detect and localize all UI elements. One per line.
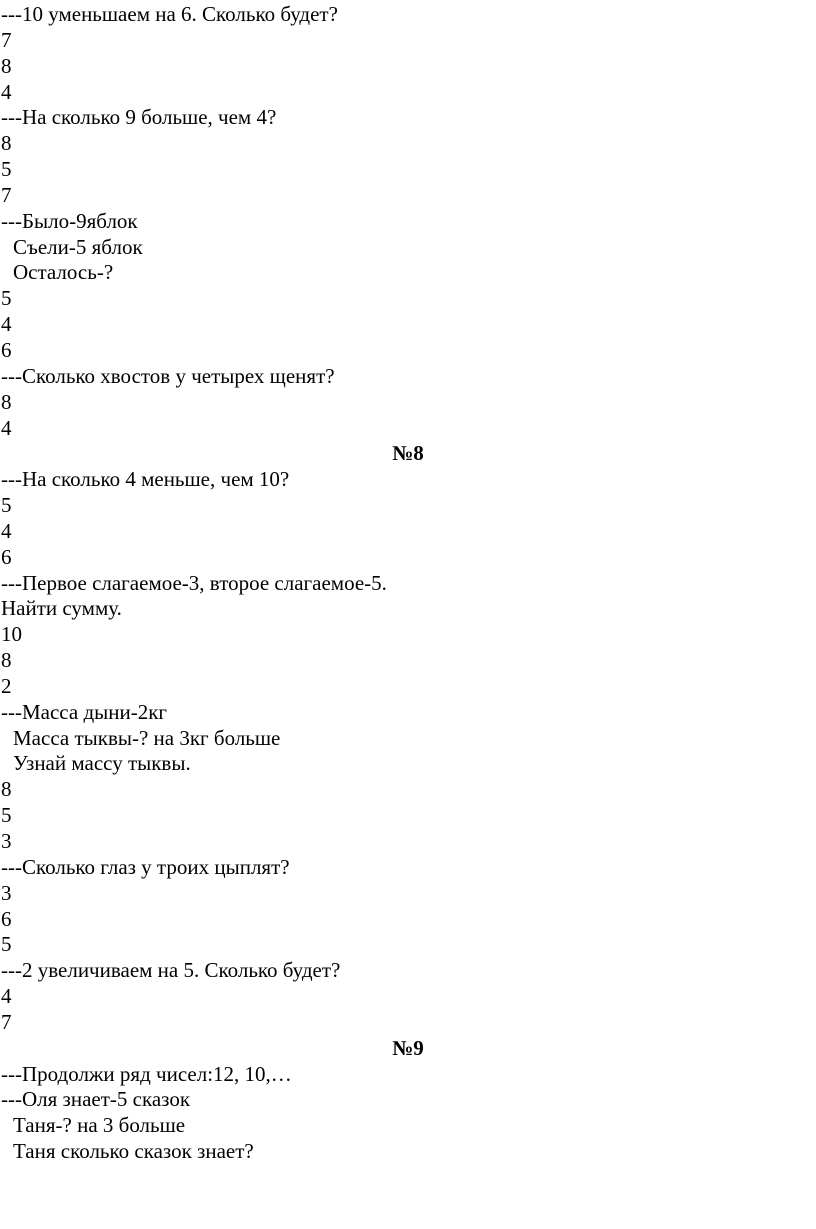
question-text: ---Сколько глаз у троих цыплят? bbox=[1, 854, 290, 879]
question-text: ---Масса дыни-2кг bbox=[1, 699, 168, 724]
section-heading: №9 bbox=[392, 1035, 424, 1060]
answer-option: 7 bbox=[1, 1009, 12, 1034]
answer-option: 8 bbox=[1, 53, 12, 78]
answer-option: 8 bbox=[1, 777, 12, 802]
answer-option: 5 bbox=[1, 803, 12, 828]
section-heading: №8 bbox=[392, 441, 424, 466]
question-text: ---Продолжи ряд чисел:12, 10,… bbox=[1, 1061, 292, 1086]
answer-option: 6 bbox=[1, 544, 12, 569]
question-text: ---Сколько хвостов у четырех щенят? bbox=[1, 363, 335, 388]
answer-option: 3 bbox=[1, 880, 12, 905]
answer-option: 4 bbox=[1, 79, 12, 104]
answer-option: 6 bbox=[1, 906, 12, 931]
answer-option: 10 bbox=[1, 622, 22, 647]
answer-option: 7 bbox=[1, 27, 12, 52]
answer-option: 6 bbox=[1, 337, 12, 362]
question-text: ---На сколько 9 больше, чем 4? bbox=[1, 105, 277, 130]
question-text: ---10 уменьшаем на 6. Сколько будет? bbox=[1, 2, 338, 26]
question-text: ---На сколько 4 меньше, чем 10? bbox=[1, 467, 290, 492]
answer-option: 3 bbox=[1, 829, 12, 853]
question-continuation: Масса тыквы-? на 3кг больше bbox=[13, 725, 281, 750]
answer-option: 4 bbox=[1, 415, 12, 440]
answer-option: 5 bbox=[1, 286, 12, 311]
answer-option: 4 bbox=[1, 984, 12, 1009]
question-continuation: Съели-5 яблок bbox=[13, 234, 143, 259]
question-continuation: Таня-? на 3 больше bbox=[13, 1113, 186, 1138]
question-continuation: Таня сколько сказок знает? bbox=[13, 1139, 254, 1164]
answer-option: 5 bbox=[1, 493, 12, 518]
question-continuation: Узнай массу тыквы. bbox=[13, 751, 191, 776]
question-text: ---Первое слагаемое-3, второе слагаемое-5. bbox=[1, 570, 387, 595]
answer-option: 8 bbox=[1, 131, 12, 156]
answer-option: 4 bbox=[1, 312, 12, 337]
answer-option: 8 bbox=[1, 648, 12, 673]
answer-option: 2 bbox=[1, 673, 12, 698]
question-text: ---Было-9яблок bbox=[1, 208, 138, 233]
answer-option: 5 bbox=[1, 932, 12, 957]
question-text: ---2 увеличиваем на 5. Сколько будет? bbox=[1, 958, 341, 983]
question-continuation: Осталось-? bbox=[13, 260, 114, 285]
answer-option: 7 bbox=[1, 182, 12, 207]
answer-option: 5 bbox=[1, 157, 12, 182]
question-text: Найти сумму. bbox=[1, 596, 122, 621]
answer-option: 4 bbox=[1, 518, 12, 543]
answer-option: 8 bbox=[1, 389, 12, 414]
question-text: ---Оля знает-5 сказок bbox=[1, 1087, 191, 1112]
